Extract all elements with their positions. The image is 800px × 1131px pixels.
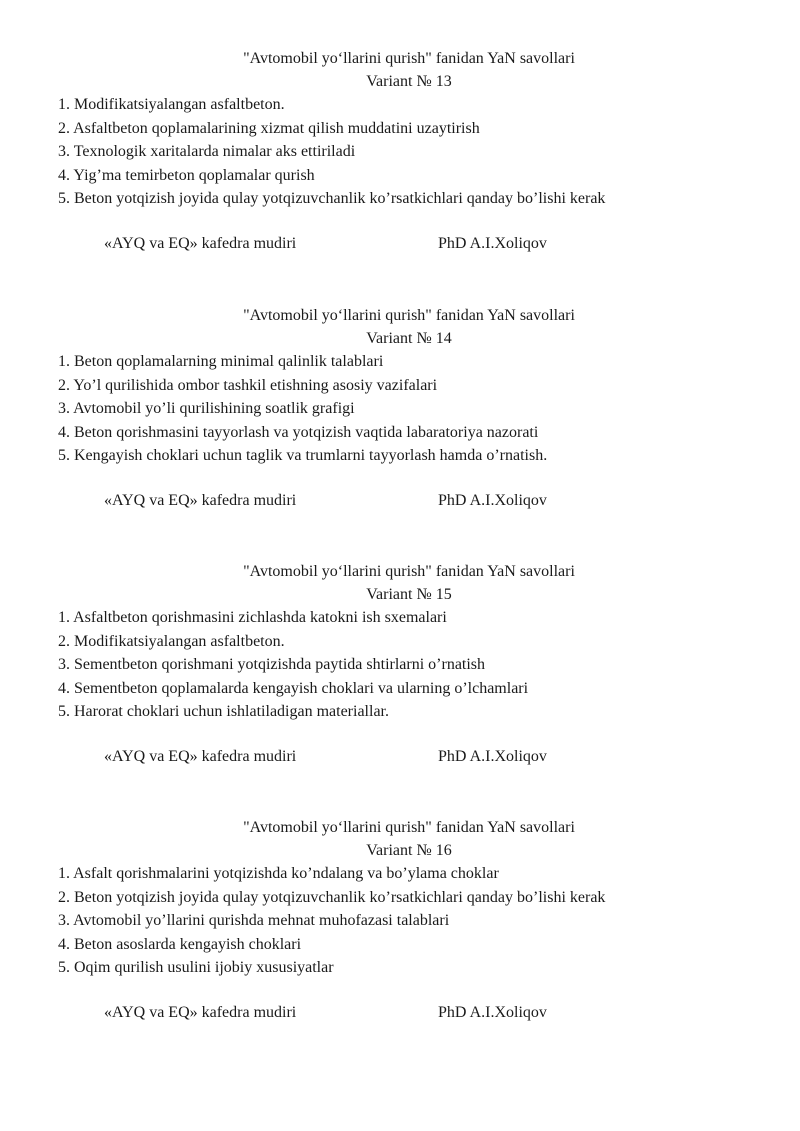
- signature-department: «AYQ va EQ» kafedra mudiri: [104, 234, 297, 252]
- variant-number: Variant № 14: [366, 330, 452, 347]
- signature-name: PhD A.I.Xoliqov: [438, 491, 547, 509]
- question-item: 3. Avtomobil yo’llarini qurishda mehnat muhofazasi talablari: [58, 912, 450, 929]
- signature-department: «AYQ va EQ» kafedra mudiri: [104, 491, 297, 509]
- question-item: 2. Asfaltbeton qoplamalarining xizmat qilish muddatini uzaytirish: [58, 119, 480, 137]
- variant-title: "Avtomobil yo‘llarini qurish" fanidan YaN savollari: [243, 307, 575, 324]
- signature-name: PhD A.I.Xoliqov: [438, 1003, 547, 1021]
- question-item: 2. Modifikatsiyalangan asfaltbeton.: [58, 632, 285, 650]
- signature-name: PhD A.I.Xoliqov: [438, 747, 547, 765]
- variant-title: "Avtomobil yo‘llarini qurish" fanidan YaN savollari: [243, 819, 575, 836]
- question-list: [0, 606, 800, 724]
- variant-number: Variant № 13: [366, 73, 452, 90]
- signature-department: «AYQ va EQ» kafedra mudiri: [104, 747, 297, 765]
- variant-number: Variant № 16: [366, 842, 452, 859]
- question-item: 3. Texnologik xaritalarda nimalar aks ettiriladi: [58, 143, 356, 160]
- question-item: 4. Yig’ma temirbeton qoplamalar qurish: [58, 166, 315, 184]
- signature-line: [0, 492, 800, 515]
- question-item: 2. Yo’l qurilishida ombor tashkil etishning asosiy vazifalari: [58, 376, 438, 394]
- question-item: 5. Harorat choklari uchun ishlatiladigan materiallar.: [58, 703, 389, 720]
- question-item: 4. Beton asoslarda kengayish choklari: [58, 935, 302, 953]
- question-item: 3. Avtomobil yo’li qurilishining soatlik grafigi: [58, 400, 355, 417]
- variant-title: "Avtomobil yo‘llarini qurish" fanidan YaN savollari: [243, 50, 575, 67]
- question-list: [0, 862, 800, 980]
- signature-name: PhD A.I.Xoliqov: [438, 234, 547, 252]
- question-item: 3. Sementbeton qorishmani yotqizishda paytida shtirlarni o’rnatish: [58, 656, 486, 673]
- signature-line: [0, 1004, 800, 1027]
- variant-15-block: [0, 560, 800, 771]
- signature-department: «AYQ va EQ» kafedra mudiri: [104, 1003, 297, 1021]
- question-item: 1. Asfaltbeton qorishmasini zichlashda katokni ish sxemalari: [58, 609, 447, 626]
- question-item: 5. Kengayish choklari uchun taglik va trumlarni tayyorlash hamda o’rnatish.: [58, 447, 548, 464]
- variant-title: "Avtomobil yo‘llarini qurish" fanidan YaN savollari: [243, 563, 575, 580]
- question-list: [0, 93, 800, 211]
- question-item: 4. Beton qorishmasini tayyorlash va yotqizish vaqtida labaratoriya nazorati: [58, 423, 539, 441]
- question-item: 5. Oqim qurilish usulini ijobiy xususiyatlar: [58, 959, 334, 976]
- variant-13-block: [0, 47, 800, 258]
- question-item: 1. Modifikatsiyalangan asfaltbeton.: [58, 96, 285, 113]
- question-item: 5. Beton yotqizish joyida qulay yotqizuvchanlik ko’rsatkichlari qanday bo’lishi kerak: [58, 190, 606, 207]
- variant-16-block: [0, 816, 800, 1027]
- variant-14-block: [0, 304, 800, 515]
- question-item: 1. Asfalt qorishmalarini yotqizishda ko’ndalang va bo’ylama choklar: [58, 865, 499, 882]
- question-item: 2. Beton yotqizish joyida qulay yotqizuvchanlik ko’rsatkichlari qanday bo’lishi kerak: [58, 888, 606, 906]
- question-list: [0, 350, 800, 468]
- question-item: 4. Sementbeton qoplamalarda kengayish choklari va ularning o’lchamlari: [58, 679, 529, 697]
- signature-line: [0, 235, 800, 258]
- variant-number: Variant № 15: [366, 586, 452, 603]
- question-item: 1. Beton qoplamalarning minimal qalinlik talablari: [58, 353, 384, 370]
- signature-line: [0, 748, 800, 771]
